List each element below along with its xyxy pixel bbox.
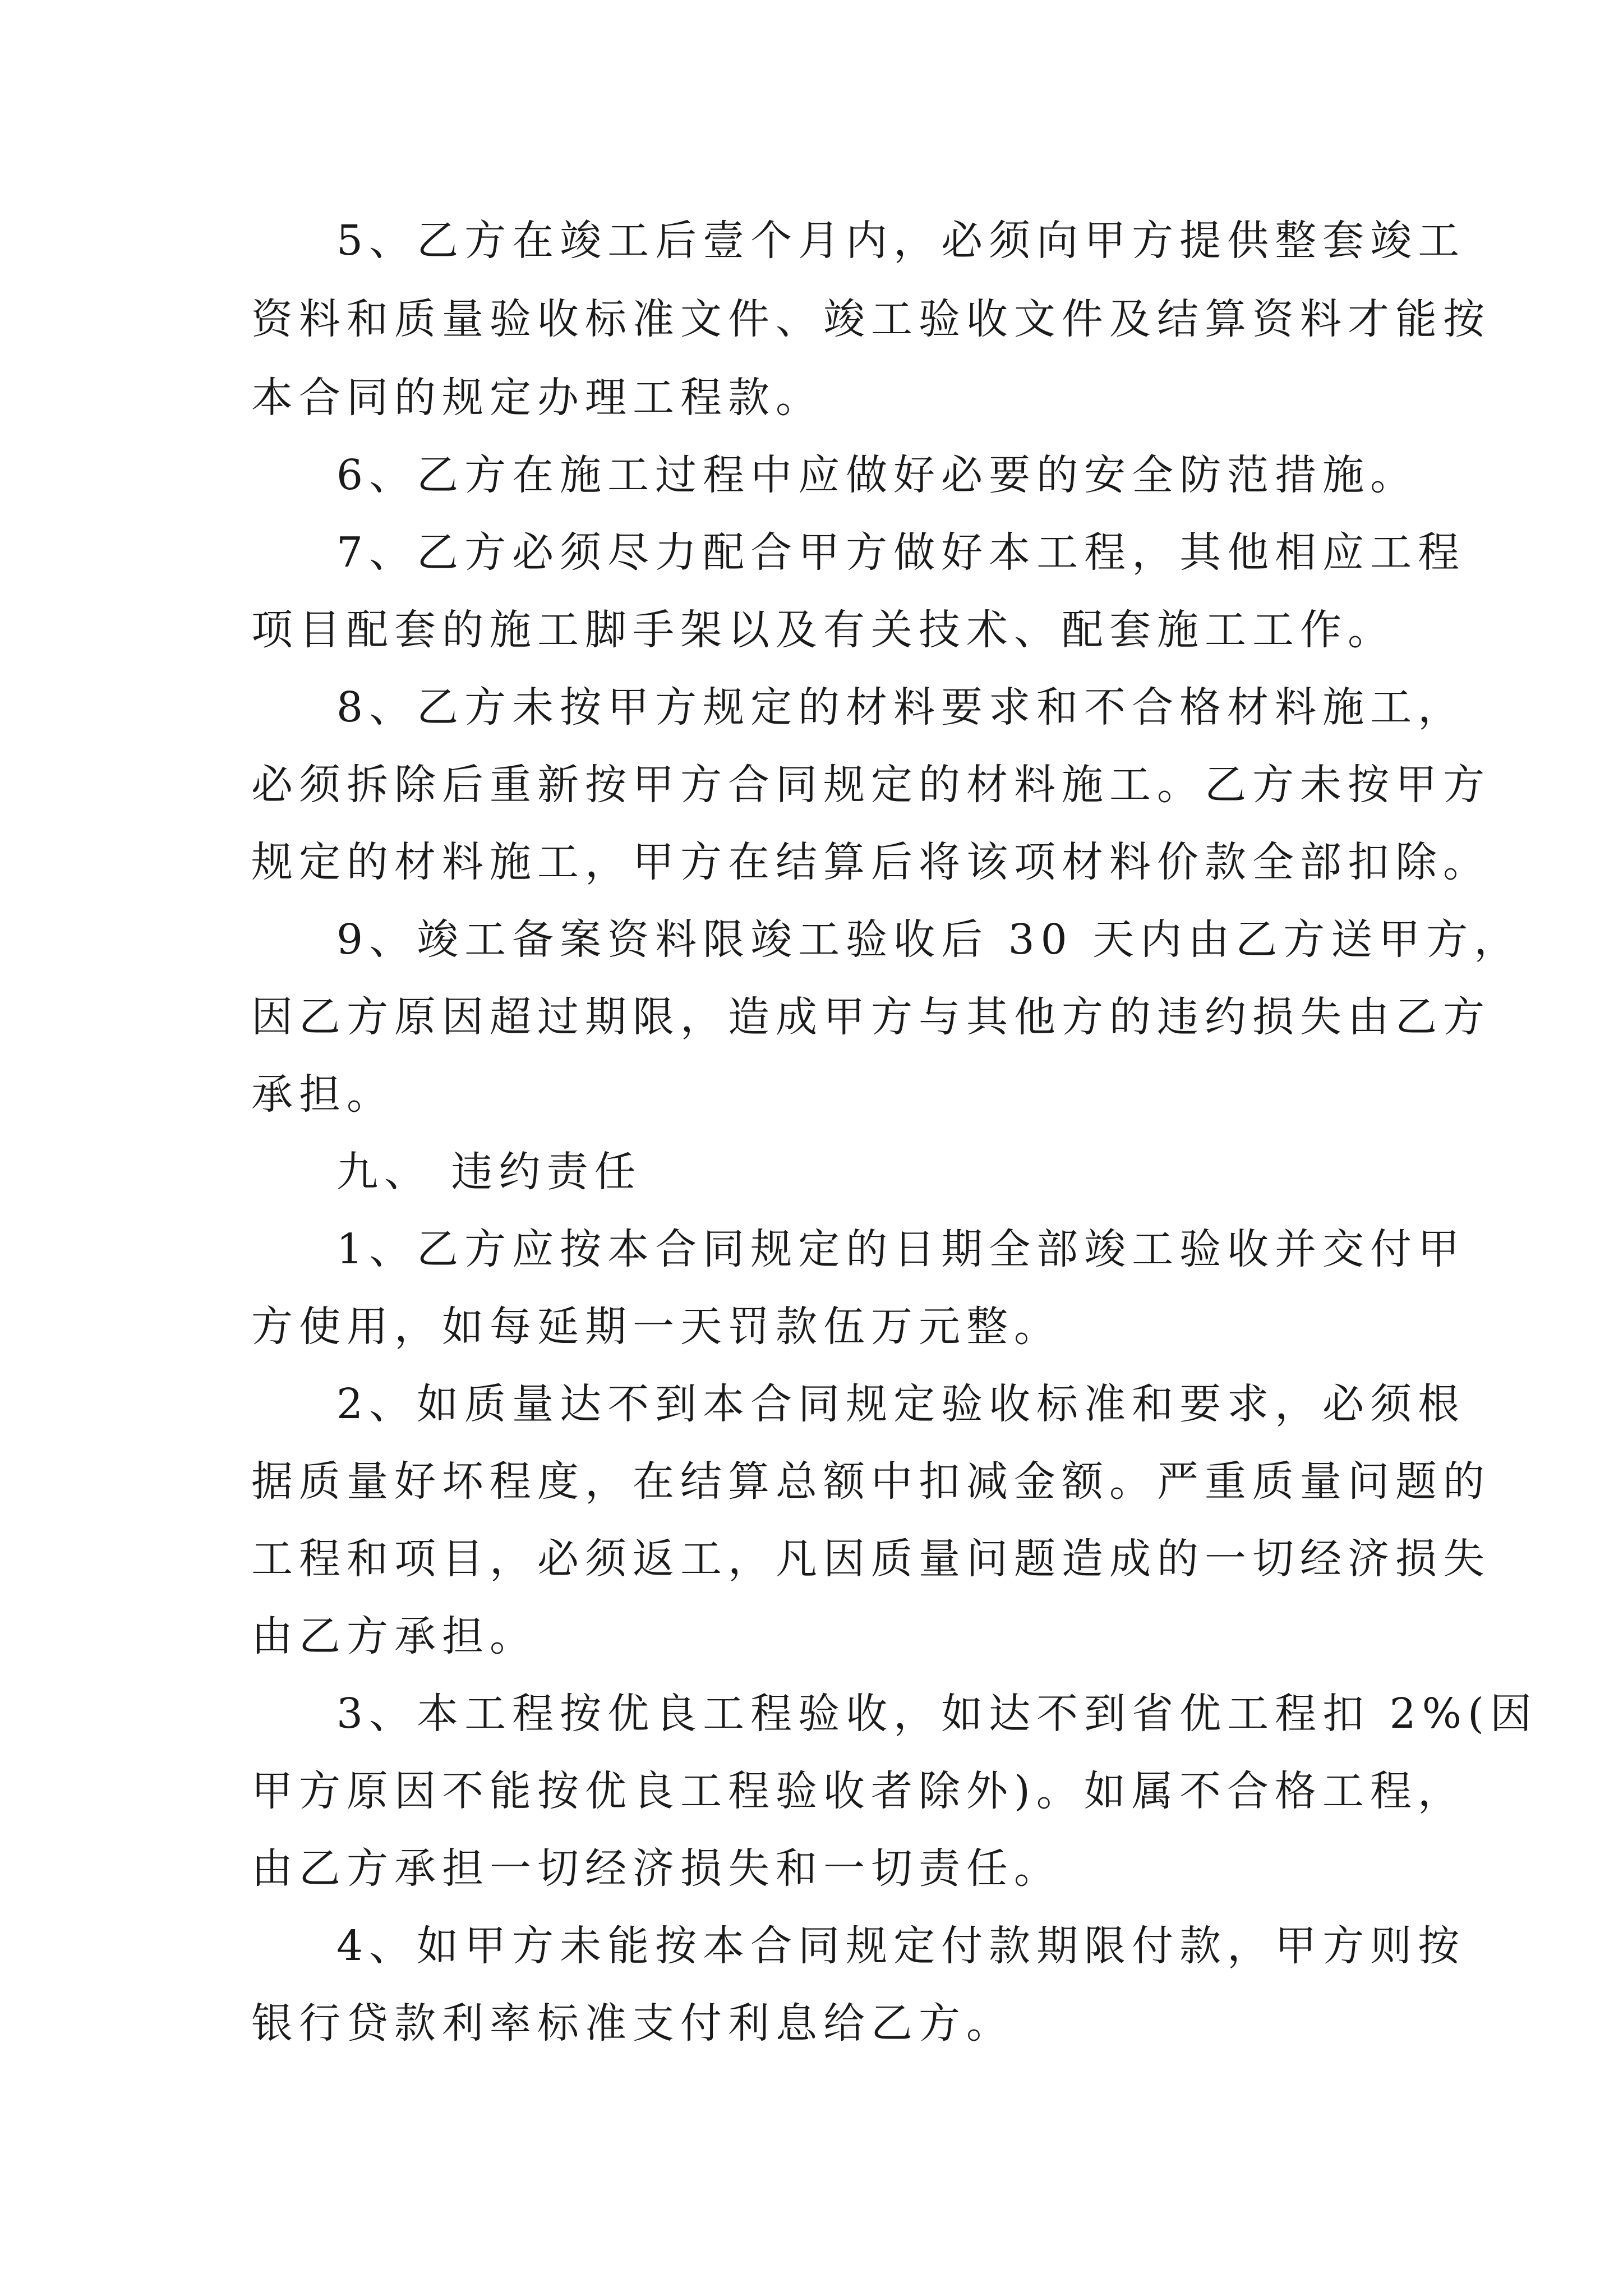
text-line: 项目配套的施工脚手架以及有关技术、配套施工工作。 — [251, 606, 1395, 654]
text-line: 5、乙方在竣工后壹个月内，必须向甲方提供整套竣工 — [336, 217, 1466, 265]
text-line: 甲方原因不能按优良工程验收者除外)。如属不合格工程， — [251, 1767, 1465, 1815]
text-line: 据质量好坏程度，在结算总额中扣减金额。严重质量问题的 — [251, 1457, 1491, 1506]
text-line: 9、竣工备案资料限竣工验收后 30 天内由乙方送甲方， — [336, 915, 1522, 964]
text-line: 本合同的规定办理工程款。 — [251, 374, 823, 422]
text-line: 由乙方承担。 — [251, 1612, 537, 1660]
text-line: 承担。 — [251, 1070, 394, 1119]
text-line: 必须拆除后重新按甲方合同规定的材料施工。乙方未按甲方 — [251, 761, 1491, 809]
text-line: 4、如甲方未能按本合同规定付款期限付款，甲方则按 — [336, 1922, 1466, 1970]
text-line: 6、乙方在施工过程中应做好必要的安全防范措施。 — [336, 451, 1418, 499]
text-line: 方使用，如每延期一天罚款伍万元整。 — [251, 1303, 1062, 1351]
text-line: 由乙方承担一切经济损失和一切责任。 — [251, 1844, 1062, 1893]
text-line: 因乙方原因超过期限，造成甲方与其他方的违约损失由乙方 — [251, 993, 1491, 1041]
text-line: 2、如质量达不到本合同规定验收标准和要求，必须根 — [336, 1380, 1466, 1428]
text-line: 工程和项目，必须返工，凡因质量问题造成的一切经济损失 — [251, 1535, 1491, 1583]
text-line: 8、乙方未按甲方规定的材料要求和不合格材料施工， — [336, 683, 1466, 731]
text-line: 7、乙方必须尽力配合甲方做好本工程，其他相应工程 — [336, 528, 1466, 577]
section-heading: 九、 违约责任 — [336, 1148, 642, 1196]
text-line: 1、乙方应按本合同规定的日期全部竣工验收并交付甲 — [336, 1225, 1466, 1273]
text-line: 规定的材料施工，甲方在结算后将该项材料价款全部扣除。 — [251, 838, 1491, 886]
text-line: 资料和质量验收标准文件、竣工验收文件及结算资料才能按 — [251, 295, 1491, 343]
text-line: 银行贷款利率标准支付利息给乙方。 — [251, 1999, 1014, 2047]
text-line: 3、本工程按优良工程验收，如达不到省优工程扣 2%(因 — [336, 1690, 1538, 1738]
